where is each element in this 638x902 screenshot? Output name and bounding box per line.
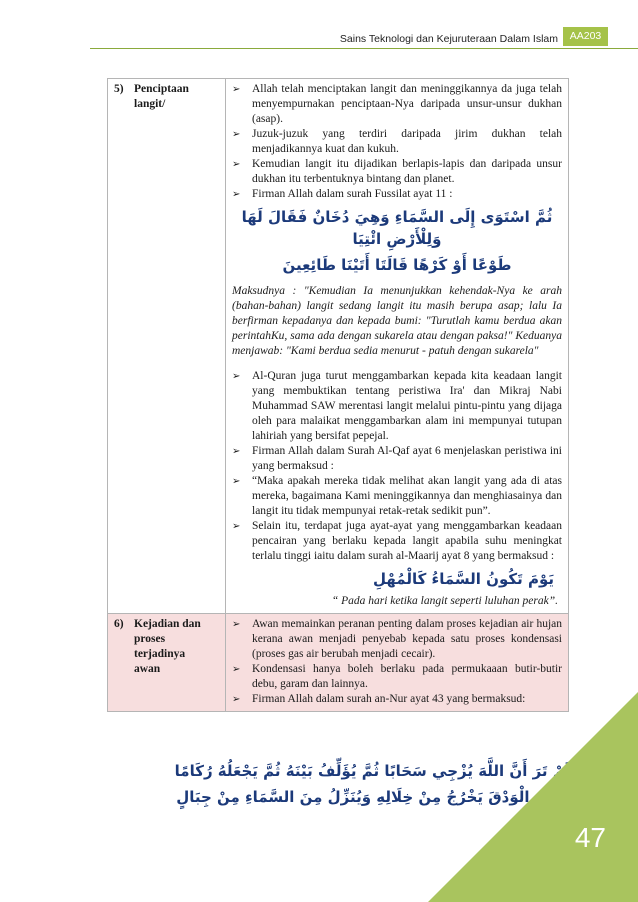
verse-translation: Maksudnya : "Kemudian Ia menunjukkan kehendak-Nya ke arah (bahan-bahan) langit sedang langit itu masih berupa asap; lalu Ia berfirman kepadanya dan kepada bumi: "Turutlah kamu berdua akan perintahKu, sama ada dengan sukarela atau dengan paksa!" Keduanya menjawab: "Kami berdua sedia menurut - patuh dengan sukarela" [232, 285, 562, 357]
header-divider [90, 48, 638, 49]
corner-decoration [428, 692, 638, 902]
row-number: 6) [114, 618, 124, 630]
arrow-bullet-icon: ➢ [232, 189, 241, 200]
arrow-bullet-icon: ➢ [232, 129, 241, 140]
arrow-bullet-icon: ➢ [232, 446, 241, 457]
list-item: ➢ Allah telah menciptakan langit dan meninggikannya da juga telah menyempurnakan penciptaan-Nya daripada unsur-unsur dukhan (asap). [232, 83, 562, 125]
table-row [108, 79, 568, 613]
list-item: ➢ Firman Allah dalam Surah Al-Qaf ayat 6 menjelaskan peristiwa ini yang bermaksud : [232, 445, 562, 472]
page-number: 47 [574, 822, 606, 853]
list-item: ➢ “Maka apakah mereka tidak melihat akan langit yang ada di atas mereka, bagaimana Kami meninggikannya dan menghiasainya dan langit itu tidak mempunyai retak-retak sedikit pun”. [232, 475, 562, 517]
arabic-verse-line: طَوْعًا أَوْ كَرْهًا قَالَتَا أَتَيْنَا طَائِعِينَ [282, 256, 512, 274]
content-table [107, 78, 569, 712]
arrow-bullet-icon: ➢ [232, 521, 241, 532]
arrow-bullet-icon: ➢ [232, 476, 241, 487]
course-code-badge: AA203 [563, 27, 608, 46]
arrow-bullet-icon: ➢ [232, 664, 241, 675]
list-item: ➢ Al-Quran juga turut menggambarkan kepada kita keadaan langit yang membuktikan tentang peristiwa Ira' dan Mikraj Nabi Muhammad SAW merentasi langit melalui pintu-pintu yang dijaga oleh para malaikat menggambarkan alam ini mempunyai tutupan lahiriah yang bersifat pepejal. [232, 370, 562, 442]
row-number: 5) [114, 83, 124, 95]
arrow-bullet-icon: ➢ [232, 619, 241, 630]
bullet-list [232, 82, 562, 202]
arrow-bullet-icon: ➢ [232, 694, 241, 705]
list-item: ➢ Awan memainkan peranan penting dalam proses kejadian air hujan kerana awan menjadi penyebab kepada satu proses kondensasi (proses gas air berubah menjadi cecair). [232, 618, 562, 660]
row-label-cell [108, 614, 226, 711]
row-label: Kejadian dan proses terjadinya awan [134, 618, 201, 675]
arabic-verse-line: ثُمَّ اسْتَوَى إِلَى السَّمَاءِ وَهِيَ دُخَانٌ فَقَالَ لَهَا وَلِلْأَرْضِ ائْتِيَا [241, 208, 553, 248]
row-label-cell [108, 79, 226, 613]
list-item: ➢ Kondensasi hanya boleh berlaku pada permukaaan butir-butir debu, garam dan lainnya. [232, 663, 562, 690]
arabic-verse-line: فَتَرَى الْوَدْقَ يَخْرُجُ مِنْ خِلَالِهِ وَيُنَزِّلُ مِنَ السَّمَاءِ مِنْ جِبَالٍ [176, 788, 574, 806]
row-content-cell [226, 79, 568, 613]
list-item: ➢ Kemudian langit itu dijadikan berlapis-lapis dan daripada unsur dukhan itu terbentuknya bintang dan planet. [232, 158, 562, 185]
arabic-verse-line: يَوْمَ تَكُونُ السَّمَاءُ كَالْمُهْلِ [373, 570, 554, 588]
header-title: Sains Teknologi dan Kejuruteraan Dalam Islam [339, 33, 558, 45]
arabic-verse-line: أَلَمْ تَرَ أَنَّ اللَّهَ يُزْجِي سَحَابًا ثُمَّ يُؤَلِّفُ بَيْنَهُ ثُمَّ يَجْعَلُهُ رُكَامًا [174, 762, 576, 780]
list-item: ➢ Firman Allah dalam surah an-Nur ayat 43 yang bermaksud: [232, 693, 526, 705]
arrow-bullet-icon: ➢ [232, 371, 241, 382]
list-item: ➢ Selain itu, terdapat juga ayat-ayat yang menggambarkan keadaan pencairan yang berlaku kepada langit apabila suhu meningkat terlalu tinggi iaitu dalam surah al-Maarij ayat 8 yang bermaksud : [232, 520, 562, 562]
arrow-bullet-icon: ➢ [232, 159, 241, 170]
list-item: ➢ Juzuk-juzuk yang terdiri daripada jirim dukhan telah menjadikannya kuat dan kukuh. [232, 128, 562, 155]
list-item: ➢ Firman Allah dalam surah Fussilat ayat 11 : [232, 188, 453, 200]
verse-quote: “ Pada hari ketika langit seperti luluhan perak”. [331, 595, 558, 607]
row-label: Penciptaan langit/ [134, 83, 189, 110]
arrow-bullet-icon: ➢ [232, 84, 241, 95]
bullet-list [232, 369, 562, 564]
